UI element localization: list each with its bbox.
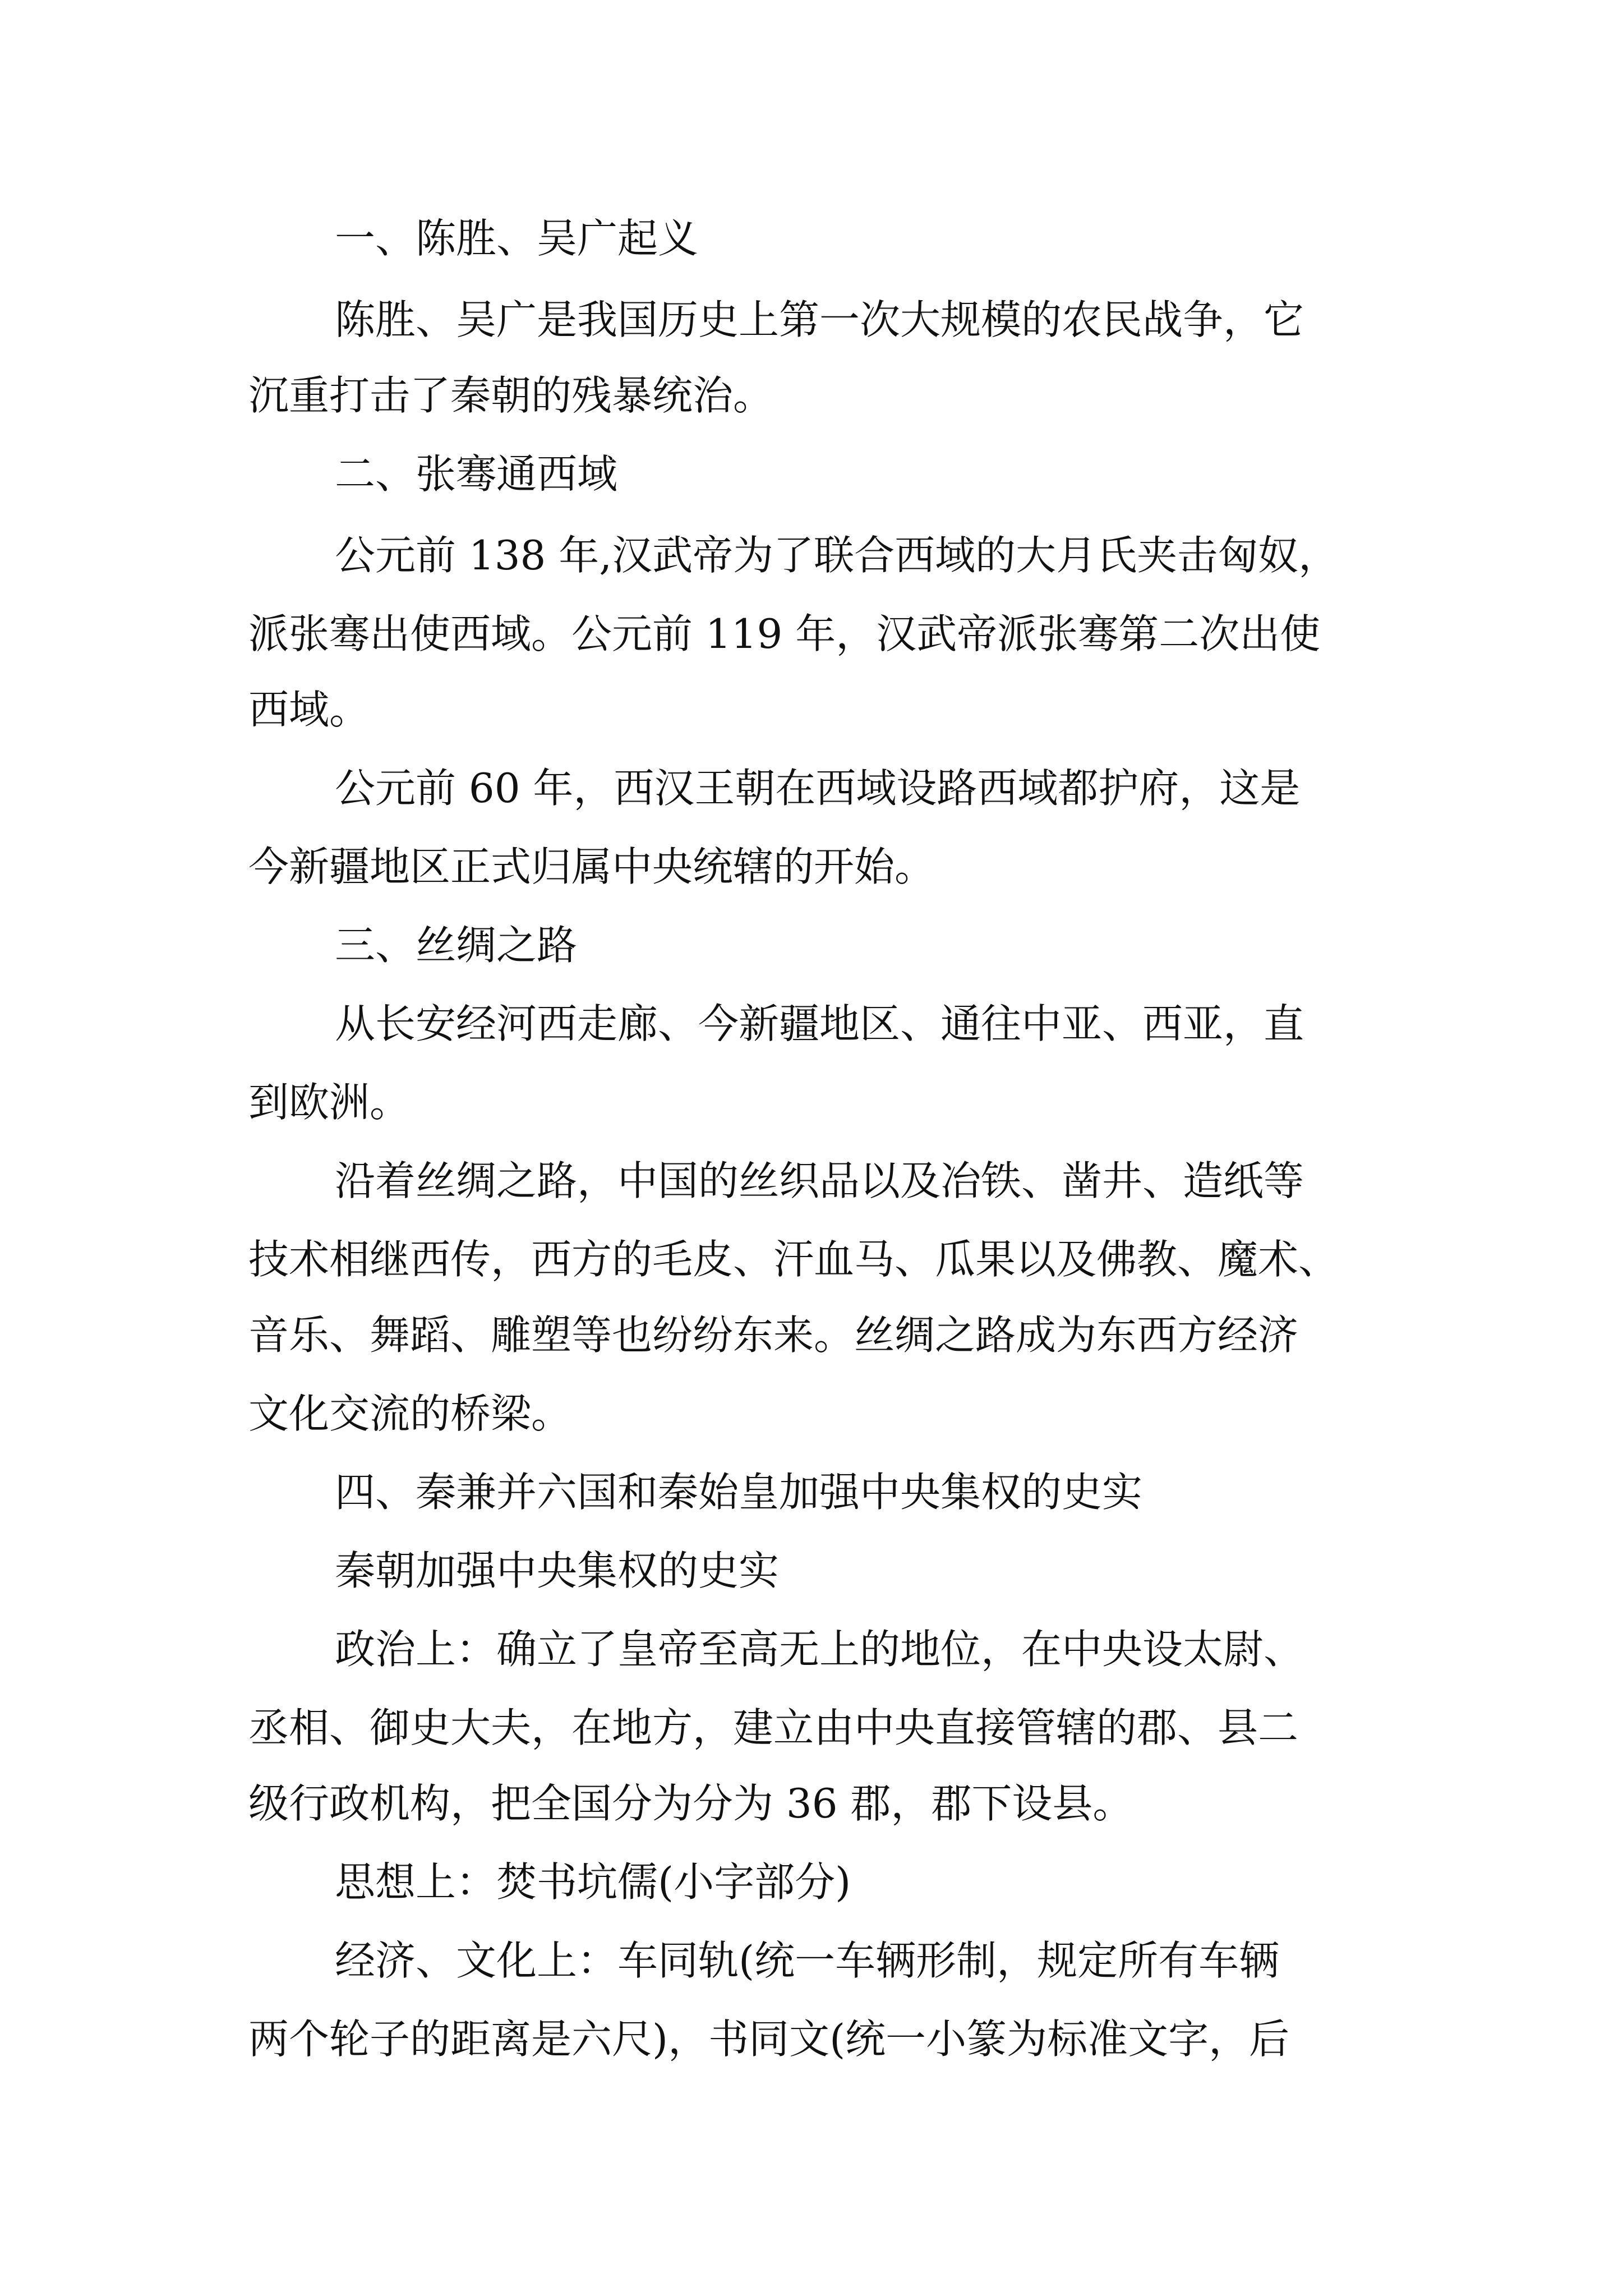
paragraph-line: 思想上：焚书坑儒(小字部分) [335, 1858, 851, 1906]
paragraph-line: 技术相继西传，西方的毛皮、汗血马、瓜果以及佛教、魔术、 [248, 1236, 1339, 1283]
paragraph-line: 今新疆地区正式归属中央统辖的开始。 [248, 843, 935, 890]
paragraph-line: 西域。 [248, 686, 370, 733]
heading-chen-sheng-wu-guang: 一、陈胜、吴广起义 [335, 215, 699, 262]
subheading-qin-centralization: 秦朝加强中央集权的史实 [335, 1547, 780, 1594]
paragraph-line: 到欧洲。 [248, 1079, 411, 1126]
paragraph-line: 丞相、御史大夫，在地方，建立由中央直接管辖的郡、县二 [248, 1704, 1299, 1751]
heading-silk-road: 三、丝绸之路 [335, 922, 578, 969]
paragraph-line: 级行政机构，把全国分为分为 36 郡，郡下设县。 [248, 1780, 1133, 1827]
heading-qin-unification: 四、秦兼并六国和秦始皇加强中央集权的史实 [335, 1469, 1143, 1516]
paragraph-line: 沉重打击了秦朝的残暴统治。 [248, 372, 774, 419]
paragraph-line: 经济、文化上：车同轨(统一车辆形制，规定所有车辆 [335, 1937, 1280, 1984]
paragraph-line: 从长安经河西走廊、今新疆地区、通往中亚、西亚，直 [335, 1000, 1304, 1047]
paragraph-line: 政治上：确立了皇帝至高无上的地位，在中央设太尉、 [335, 1626, 1304, 1673]
paragraph-line: 陈胜、吴广是我国历史上第一次大规模的农民战争，它 [335, 296, 1304, 343]
paragraph-line: 文化交流的桥梁。 [248, 1390, 572, 1437]
paragraph-line: 公元前 138 年,汉武帝为了联合西域的大月氏夹击匈奴， [335, 532, 1339, 579]
paragraph-line: 派张骞出使西域。公元前 119 年，汉武帝派张骞第二次出使 [248, 610, 1321, 657]
paragraph-line: 沿着丝绸之路，中国的丝织品以及冶铁、凿井、造纸等 [335, 1157, 1304, 1204]
paragraph-line: 两个轮子的距离是六尺)，书同文(统一小篆为标准文字，后 [248, 2016, 1290, 2063]
heading-zhang-qian: 二、张骞通西域 [335, 450, 618, 498]
paragraph-line: 公元前 60 年，西汉王朝在西域设路西域都护府，这是 [335, 765, 1301, 812]
paragraph-line: 音乐、舞蹈、雕塑等也纷纷东来。丝绸之路成为东西方经济 [248, 1312, 1299, 1359]
